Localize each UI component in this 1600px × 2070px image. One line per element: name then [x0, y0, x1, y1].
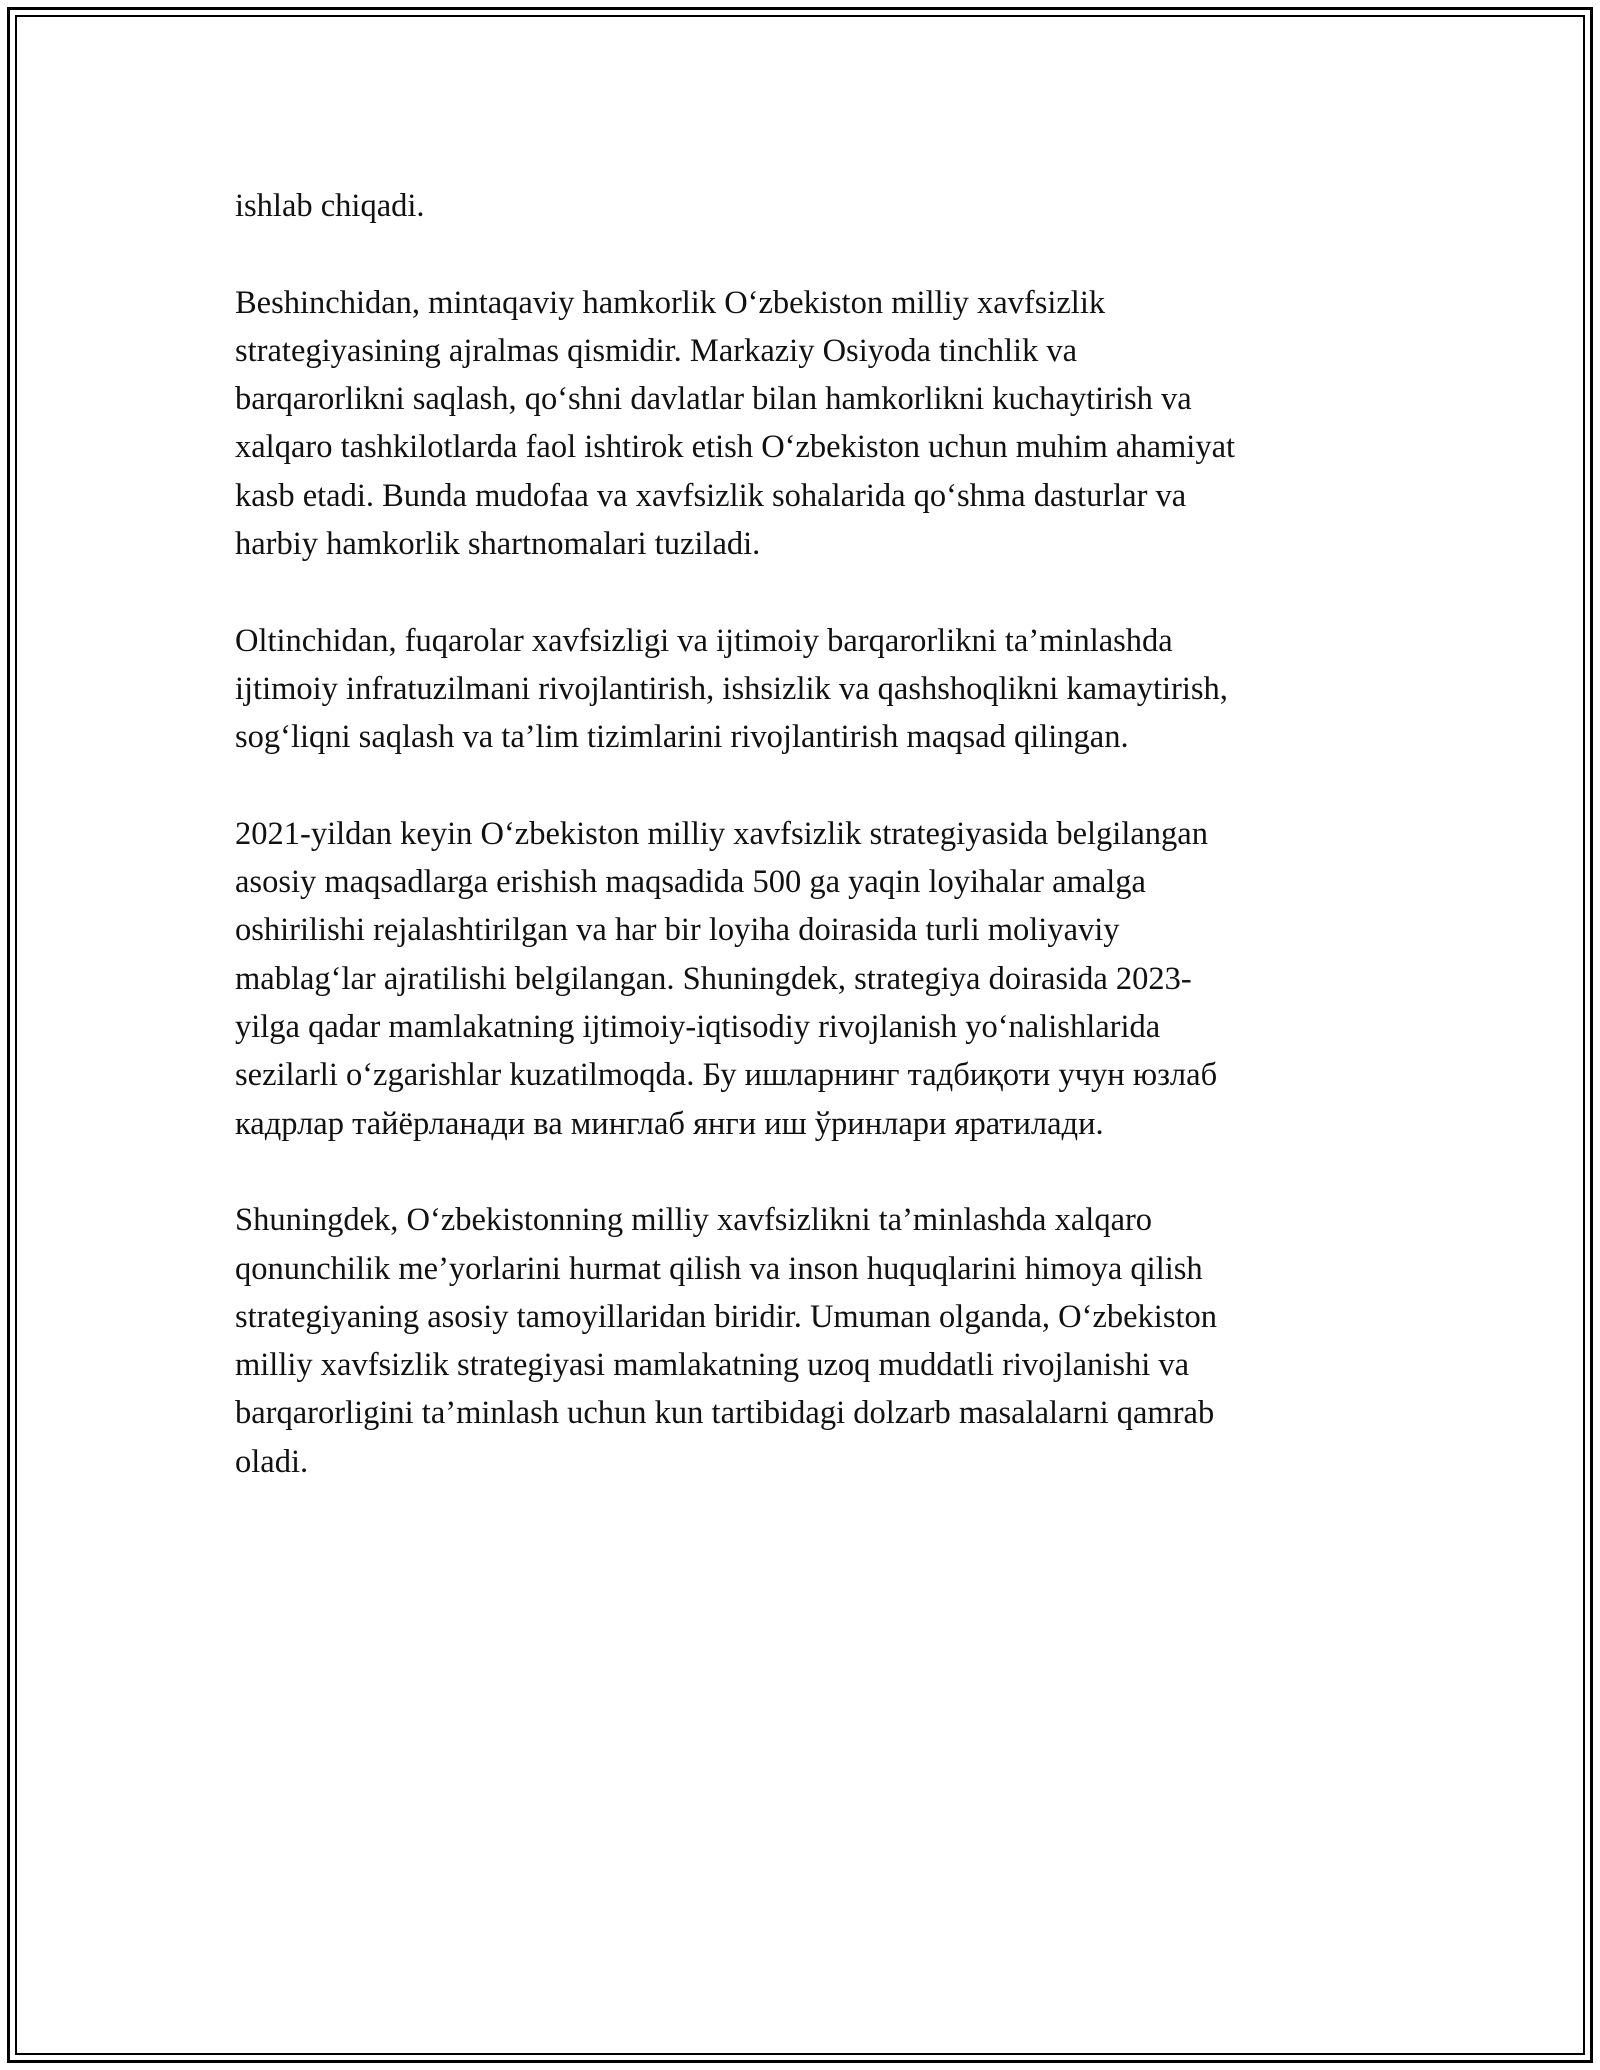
text-line: Beshinchidan, mintaqaviy hamkorlik O‘zbekiston milliy xavfsizlik — [235, 284, 1106, 321]
text-line: mablag‘lar ajratilishi belgilangan. Shuningdek, strategiya doirasida 2023- — [235, 960, 1192, 997]
text-line: asosiy maqsadlarga erishish maqsadida 500 ga yaqin loyihalar amalga — [235, 864, 1146, 901]
paragraph-citizen-security — [235, 617, 1375, 762]
text-line: barqarorlikni saqlash, qo‘shni davlatlar bilan hamkorlikni kuchaytirish va — [235, 381, 1192, 418]
text-line: ishlab chiqadi. — [235, 188, 425, 224]
text-line: strategiyaning asosiy tamoyillaridan biridir. Umuman olganda, O‘zbekiston — [235, 1298, 1218, 1335]
document-body — [235, 182, 1375, 1534]
text-line: milliy xavfsizlik strategiyasi mamlakatning uzoq muddatli rivojlanishi va — [235, 1347, 1190, 1384]
paragraph-continuation — [235, 182, 1375, 230]
text-line: xalqaro tashkilotlarda faol ishtirok etish O‘zbekiston uchun muhim ahamiyat — [235, 429, 1236, 466]
text-line: sog‘liqni saqlash va ta’lim tizimlarini rivojlantirish maqsad qilingan. — [235, 719, 1129, 756]
text-line: harbiy hamkorlik shartnomalari tuziladi. — [235, 526, 761, 563]
text-line: oshirilishi rejalashtirilgan va har bir loyiha doirasida turli moliyaviy — [235, 912, 1120, 949]
text-line: 2021-yildan keyin O‘zbekiston milliy xavfsizlik strategiyasida belgilangan — [235, 815, 1208, 852]
text-line: Oltinchidan, fuqarolar xavfsizligi va ijtimoiy barqarorlikni ta’minlashda — [235, 622, 1173, 659]
text-line: Shuningdek, O‘zbekistonning milliy xavfsizlikni ta’minlashda xalqaro — [235, 1202, 1153, 1239]
paragraph-projects-2021 — [235, 810, 1375, 1148]
paragraph-conclusion — [235, 1196, 1375, 1486]
text-line: кадрлар тайёрланади ва минглаб янги иш ўринлари яратилади. — [235, 1105, 1104, 1142]
paragraph-regional-cooperation — [235, 279, 1375, 569]
text-line: barqarorligini ta’minlash uchun kun tartibidagi dolzarb masalalarni qamrab — [235, 1395, 1215, 1432]
text-line: sezilarli o‘zgarishlar kuzatilmoqda. Бу ишларнинг тадбиқоти учун юзлаб — [235, 1057, 1218, 1094]
text-line: ijtimoiy infratuzilmani rivojlantirish, ishsizlik va qashshoqlikni kamaytirish, — [235, 670, 1228, 707]
text-line: oladi. — [235, 1443, 309, 1480]
text-line: kasb etadi. Bunda mudofaa va xavfsizlik sohalarida qo‘shma dasturlar va — [235, 477, 1187, 514]
text-line: qonunchilik me’yorlarini hurmat qilish va inson huquqlarini himoya qilish — [235, 1250, 1203, 1287]
text-line: strategiyasining ajralmas qismidir. Markaziy Osiyoda tinchlik va — [235, 332, 1078, 369]
text-line: yilga qadar mamlakatning ijtimoiy-iqtisodiy rivojlanish yo‘nalishlarida — [235, 1009, 1161, 1046]
